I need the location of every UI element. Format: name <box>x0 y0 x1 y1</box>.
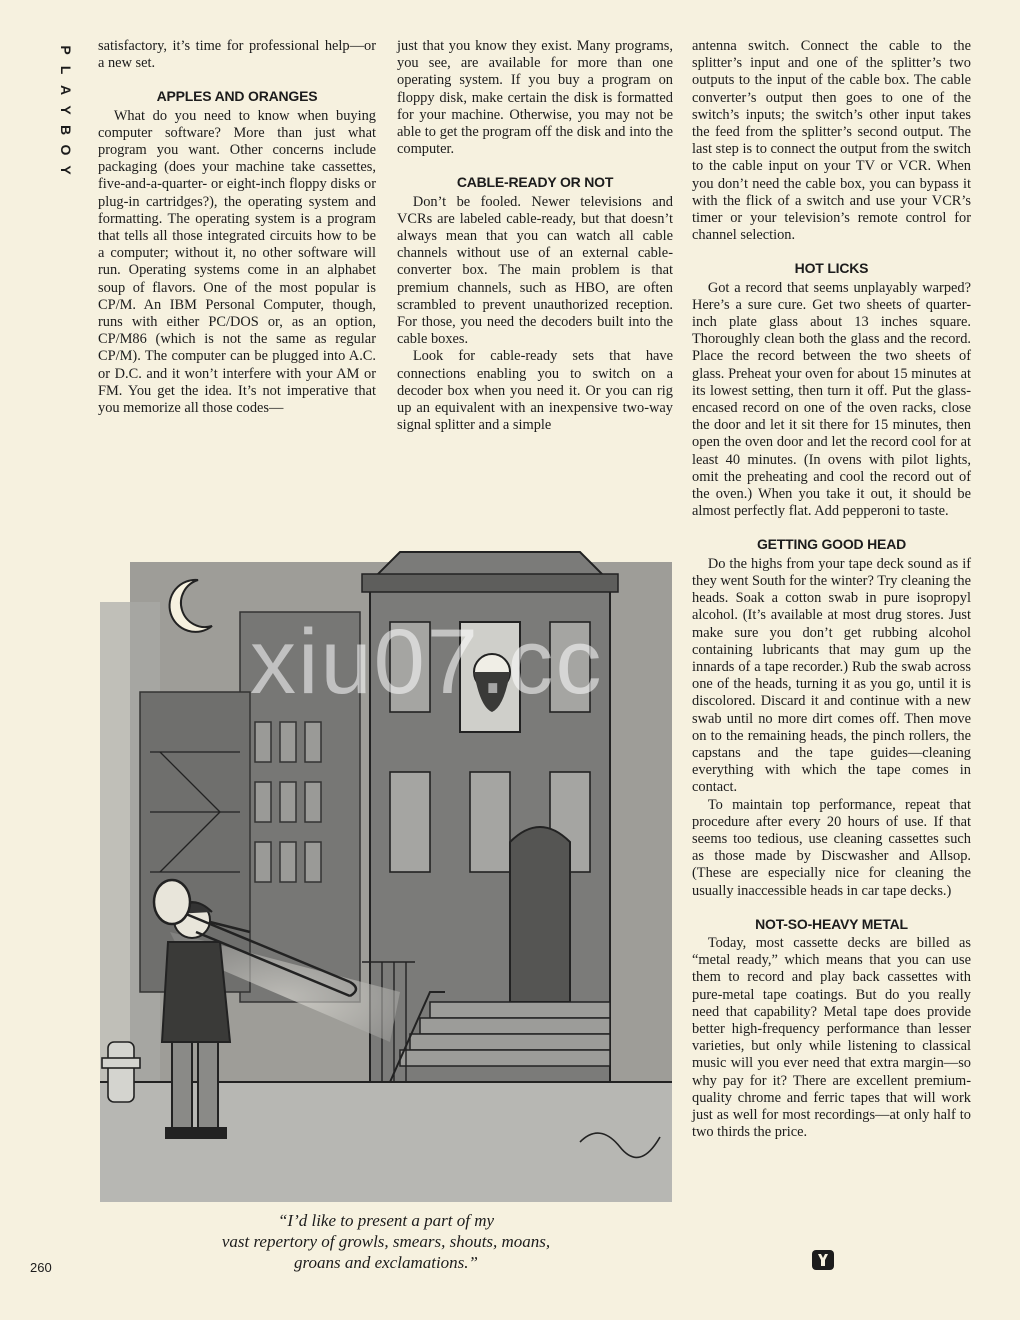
paragraph: Got a record that seems unplayably warped? Here’s a sure cure. Get two sheets of quarter-inch plate glass about 13 inches square. Thoroughly clean both the glass and the record. Place the record between the two sheets of glass. Preheat your oven for about 15 minutes at its lowest setting, then turn it off. Put the glass-encased record on one of the oven racks, close the door and let it sit there for 15 minutes, then open the oven door and let the record cool for at least 40 minutes. (In ovens with pilot lights, omit the preheating and cool the record out of the oven.) When you take it out, it should be almost perfectly flat. Add pepperoni to taste. <box>692 279 971 520</box>
caption-line: groans and exclamations.” <box>293 1253 478 1272</box>
paragraph: antenna switch. Connect the cable to the splitter’s input and one of the splitter’s two outputs to the input of the cable box. The cable converter’s output then goes to one of the switch’s inputs; the switch’s other input takes the feed from the splitter’s second output. The last step is to connect the output from the switch to the cable input on your TV or VCR. When you don’t need the cable box, you can bypass it with the flick of a switch and use your VCR’s timer or your television’s remote control for channel selection. <box>692 38 971 244</box>
paragraph: To maintain top performance, repeat that procedure after every 20 hours of use. If that seems too tedious, use cleaning cassettes such as those made by Discwasher and Allsop. (These are especially nice for cleaning the usually inaccessible heads in car tape decks.) <box>692 796 971 899</box>
column-middle <box>397 38 673 434</box>
section-heading-hot-licks: HOT LICKS <box>794 260 869 277</box>
title-letter: A <box>58 84 74 96</box>
section-heading-getting-good-head: GETTING GOOD HEAD <box>756 536 907 553</box>
paragraph: Do the highs from your tape deck sound as if they went South for the winter? Try cleaning the heads. Soak a cotton swab in pure isopropyl alcohol. (It’s available at most drug stores. Just make sure you don’t get rubbing alcohol containing lubricants that may gum up the innards of a tape recorder.) Rub the swab across one of the heads, turning it as you go, until it is discolored. Discard it and continue with a new swab until no more dirt comes off. Then move on to the remaining heads, the pinch rollers, the capstans and the tape guides—cleaning everything with which the tape comes in contact. <box>692 555 971 796</box>
paragraph: Look for cable-ready sets that have connections enabling you to switch on a decoder box when you need it. Or you can rig up an equivalent with an inexpensive two-way signal splitter and a simple <box>397 348 673 434</box>
title-letter: P <box>58 45 74 55</box>
title-letter: L <box>58 65 74 75</box>
paragraph: Don’t be fooled. Newer televisions and VCRs are labeled cable-ready, but that doesn’t always mean that you can watch all cable channels without use of an external cable-converter box. The main problem is that premium channels, such as HBO, are often scrambled to prevent unauthorized reception. For those, you need the decoders built into the cable boxes. <box>397 193 673 348</box>
section-heading-not-so-heavy-metal: NOT-SO-HEAVY METAL <box>755 915 908 932</box>
cartoon-illustration <box>100 522 672 1202</box>
section-heading-apples-and-oranges: APPLES AND ORANGES <box>156 88 318 105</box>
watermark: xiu07.cc <box>250 611 604 713</box>
paragraph: satisfactory, it’s time for professional help—or a new set. <box>98 38 376 72</box>
title-letter: Y <box>58 105 74 115</box>
section-heading-cable-ready: CABLE-READY OR NOT <box>456 174 614 191</box>
page-number: 260 <box>30 1260 52 1275</box>
cartoon-drawing <box>100 522 672 1202</box>
bunny-end-mark-icon <box>812 1250 834 1270</box>
cartoon-caption <box>100 1210 672 1273</box>
caption-line: “I’d like to present a part of my <box>277 1211 495 1230</box>
column-right <box>692 38 971 1141</box>
paragraph: Today, most cassette decks are billed as “metal ready,” which means that you can use them to record and play back cassettes with pure-metal tape coatings. But do you really need that capability? Metal tape does provide better high-frequency performance than lesser varieties, but only while listening to classical music will you ever need that extra margin—so why pay for it? There are excellent premium-quality chrome and ferric tapes that will work just as well for most recordings—at only half to two thirds the price. <box>692 934 971 1141</box>
paragraph: What do you need to know when buying computer software? More than just what program you want. Other concerns include packaging (does your machine take cassettes, five-and-a-quarter- or eight-inch floppy disks or plug-in cartridges?), the operating system and formatting. The operating system is a program that tells all those integrated circuits how to be a computer; without it, no other software will run. Operating systems come in an alphabet soup of flavors. One of the most popular is CP/M. An IBM Personal Computer, though, runs with either PC/DOS or, as an option, CP/M86 (which is not the same as regular CP/M). The computer can be plugged into A.C. or D.C. and it won’t interfere with your AM or FM. You get the idea. It’s not imperative that you memorize all those codes— <box>98 107 376 417</box>
title-letter: O <box>58 144 74 156</box>
column-left <box>98 38 376 417</box>
title-letter: B <box>58 124 74 136</box>
paragraph: just that you know they exist. Many programs, you see, are available for more than one operating system. If you buy a program on floppy disk, make certain the disk is formatted for your machine. Otherwise, you may not be able to get the program off the disk and into the computer. <box>397 38 673 158</box>
title-letter: Y <box>58 165 74 175</box>
magazine-title-vertical <box>52 40 80 180</box>
caption-line: vast repertory of growls, smears, shouts, moans, <box>221 1232 551 1251</box>
